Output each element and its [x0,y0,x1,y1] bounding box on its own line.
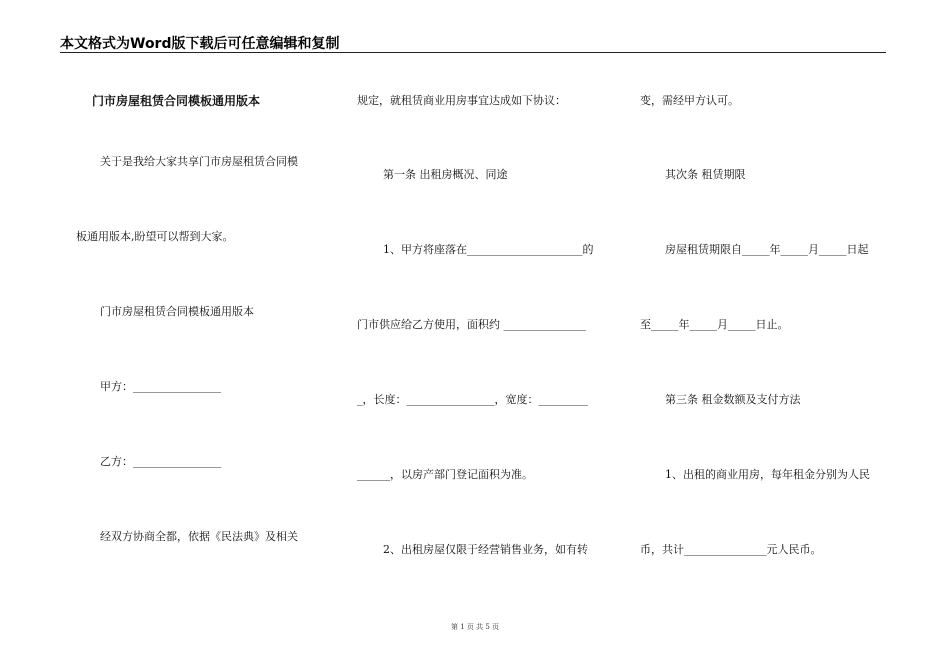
article-3-heading: 第三条 租金数额及支付方法 [665,393,801,406]
middle-line-7: 2、出租房屋仅限于经营销售业务，如有转 [383,543,588,556]
article-2-heading: 其次条 租赁期限 [665,168,746,181]
right-line-4: 至_____年_____月_____日止。 [640,318,789,331]
document-title: 门市房屋租赁合同模板通用版本 [92,94,261,108]
intro-line-2: 板通用版本,盼望可以帮到大家。 [76,230,234,243]
middle-line-6: ______，以房产部门登记面积为准。 [357,468,533,481]
right-line-7: 币，共计_______________元人民币。 [640,543,822,556]
middle-line-3: 1、甲方将座落在_____________________的 [383,243,594,256]
subtitle-line: 门市房屋租赁合同模板通用版本 [100,305,254,318]
document-header: 本文格式为Word版下载后可任意编辑和复制 [60,36,340,52]
right-line-1: 变，需经甲方认可。 [640,94,739,107]
agreement-line: 经双方协商全都，依据《民法典》及相关 [100,530,298,543]
article-1-heading: 第一条 出租房概况、同途 [383,168,508,181]
party-b-line: 乙方：________________ [100,455,221,468]
header-divider [60,52,886,53]
middle-line-5: _，长度：________________，宽度：_________ [357,393,588,406]
page-number: 第 1 页 共 5 页 [450,623,500,631]
right-line-3: 房屋租赁期限自_____年_____月_____日起 [665,243,869,256]
intro-line-1: 关于是我给大家共享门市房屋租赁合同模 [100,155,298,168]
right-line-6: 1、出租的商业用房，每年租金分别为人民 [665,468,870,481]
middle-line-1: 规定，就租赁商业用房事宜达成如下协议： [357,94,566,107]
party-a-line: 甲方：________________ [100,380,221,393]
middle-line-4: 门市供应给乙方使用，面积约 _______________ [357,318,586,331]
